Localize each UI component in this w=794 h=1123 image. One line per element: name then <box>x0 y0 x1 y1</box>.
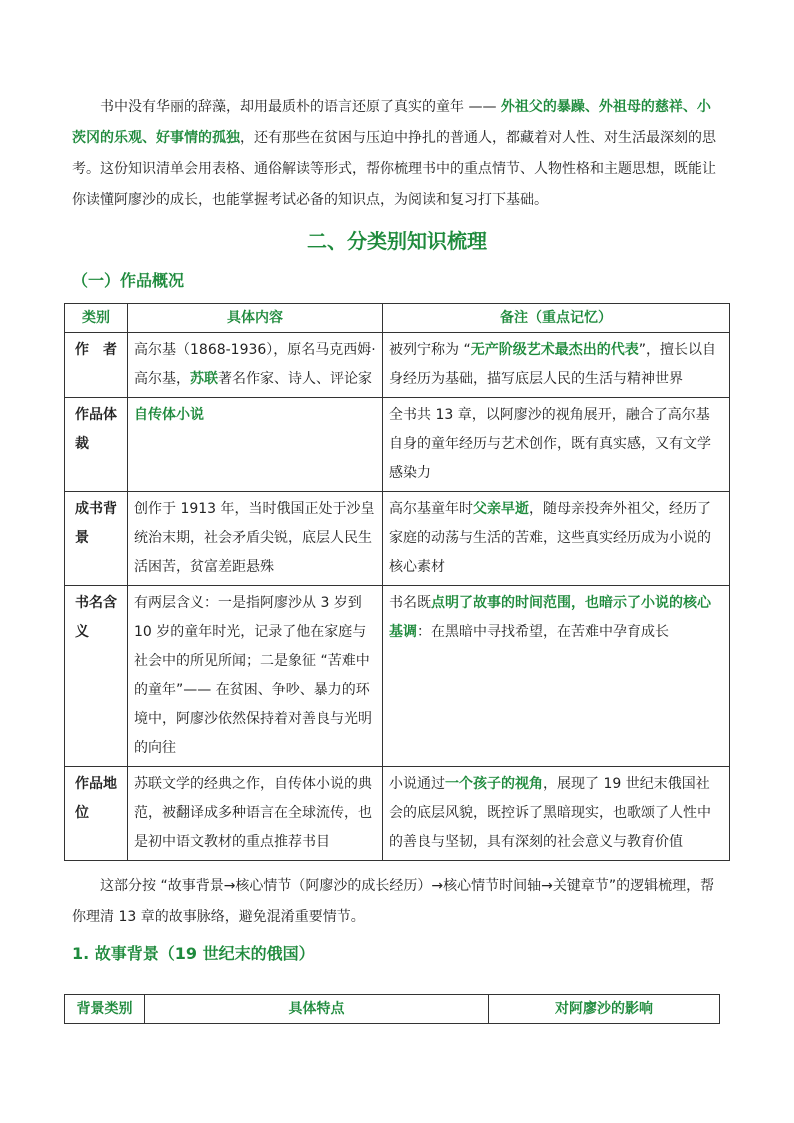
intro-text-1: 书中没有华丽的辞藻，却用最质朴的语言还原了真实的童年 —— <box>100 99 501 115</box>
bridge-paragraph: 这部分按 “故事背景→核心情节（阿廖沙的成长经历）→核心情节时间轴→关键章节”的逻辑梳理，帮你理清 13 章的故事脉络，避免混淆重要情节。 <box>72 878 715 925</box>
row-note <box>383 492 730 586</box>
row-content <box>128 767 383 861</box>
note-text: ，展现了 19 世纪末俄国社会的底层风貌，既控诉了黑暗现实，也歌颂了人性中的善良与坚韧，具有深刻的社会意义与教育价值 <box>389 776 711 850</box>
table-row <box>65 492 730 586</box>
row-note <box>383 586 730 767</box>
background-table <box>64 994 720 1024</box>
row-content <box>128 398 383 492</box>
table-row <box>65 767 730 861</box>
row-note <box>383 398 730 492</box>
sub-title-background: 1. 故事背景（19 世纪末的俄国） <box>72 944 315 963</box>
note-highlight: 父亲早逝 <box>473 501 529 517</box>
content-text: 有两层含义：一是指阿廖沙从 3 岁到 10 岁的童年时光，记录了他在家庭与社会中的所见所闻；二是象征 “苦难中的童年”—— 在贫困、争吵、暴力的环境中，阿廖沙依然保持着对善良与光明的向往 <box>134 595 372 756</box>
table-row <box>65 586 730 767</box>
header-content: 具体内容 <box>128 304 383 333</box>
intro-text-2: ，还有那些在贫困与压迫中挣扎的普通人，都藏着对人性、对生活最深刻的思考。这份知识清单会用表格、通俗解读等形式，帮你梳理书中的重点情节、人物性格和主题思想，既能让你读懂阿廖沙的成长，也能掌握考试必备的知识点，为阅读和复习打下基础。 <box>72 130 716 208</box>
section-title: 二、分类别知识梳理 <box>307 229 487 253</box>
row-category: 作者 <box>65 333 128 398</box>
content-highlight: 自传体小说 <box>134 407 204 423</box>
intro-paragraph <box>72 92 722 216</box>
table-header-row <box>65 304 730 333</box>
content-text: 苏联文学的经典之作，自传体小说的典范，被翻译成多种语言在全球流传，也是初中语文教材的重点推荐书目 <box>134 776 372 850</box>
note-highlight: 无产阶级艺术最杰出的代表 <box>470 342 639 358</box>
note-highlight: 一个孩子的视角 <box>445 776 543 792</box>
note-text: ：在黑暗中寻找希望，在苦难中孕育成长 <box>417 624 669 640</box>
sub-title-overview: （一）作品概况 <box>72 271 185 290</box>
row-content <box>128 586 383 767</box>
table-row <box>65 333 730 398</box>
header-note: 备注（重点记忆） <box>383 304 730 333</box>
row-category: 书名含义 <box>65 586 128 767</box>
row-content <box>128 333 383 398</box>
table-row <box>65 398 730 492</box>
header-category: 类别 <box>65 304 128 333</box>
row-category: 作品体裁 <box>65 398 128 492</box>
note-text: 被列宁称为 “ <box>389 342 471 358</box>
note-text: ”，擅长以自身经历为基础，描写底层人民的生活与精神世界 <box>389 342 716 387</box>
note-text: 书名既 <box>389 595 431 611</box>
content-text: 著名作家、诗人、评论家 <box>218 371 372 387</box>
note-text: 小说通过 <box>389 776 445 792</box>
note-text: 全书共 13 章，以阿廖沙的视角展开，融合了高尔基自身的童年经历与艺术创作，既有真实感，又有文学感染力 <box>389 407 711 481</box>
note-text: ，随母亲投奔外祖父，经历了家庭的动荡与生活的苦难，这些真实经历成为小说的核心素材 <box>389 501 711 575</box>
row-content <box>128 492 383 586</box>
content-highlight: 苏联 <box>190 371 218 387</box>
header-features: 具体特点 <box>145 995 489 1024</box>
row-note <box>383 333 730 398</box>
row-note <box>383 767 730 861</box>
table-header-row <box>65 995 720 1024</box>
header-influence: 对阿廖沙的影响 <box>489 995 720 1024</box>
row-category: 作品地位 <box>65 767 128 861</box>
note-text: 高尔基童年时 <box>389 501 473 517</box>
header-background-category: 背景类别 <box>65 995 145 1024</box>
row-category: 成书背景 <box>65 492 128 586</box>
content-text: 高尔基（1868-1936），原名马克西姆·高尔基， <box>134 342 376 387</box>
note-highlight: 点明了故事的时间范围，也暗示了小说的核心基调 <box>389 595 711 640</box>
overview-table <box>64 303 730 861</box>
content-text: 创作于 1913 年，当时俄国正处于沙皇统治末期，社会矛盾尖锐，底层人民生活困苦，贫富差距悬殊 <box>134 501 375 575</box>
intro-highlight: 外祖父的暴躁、外祖母的慈祥、小茨冈的乐观、好事情的孤独 <box>72 99 711 146</box>
